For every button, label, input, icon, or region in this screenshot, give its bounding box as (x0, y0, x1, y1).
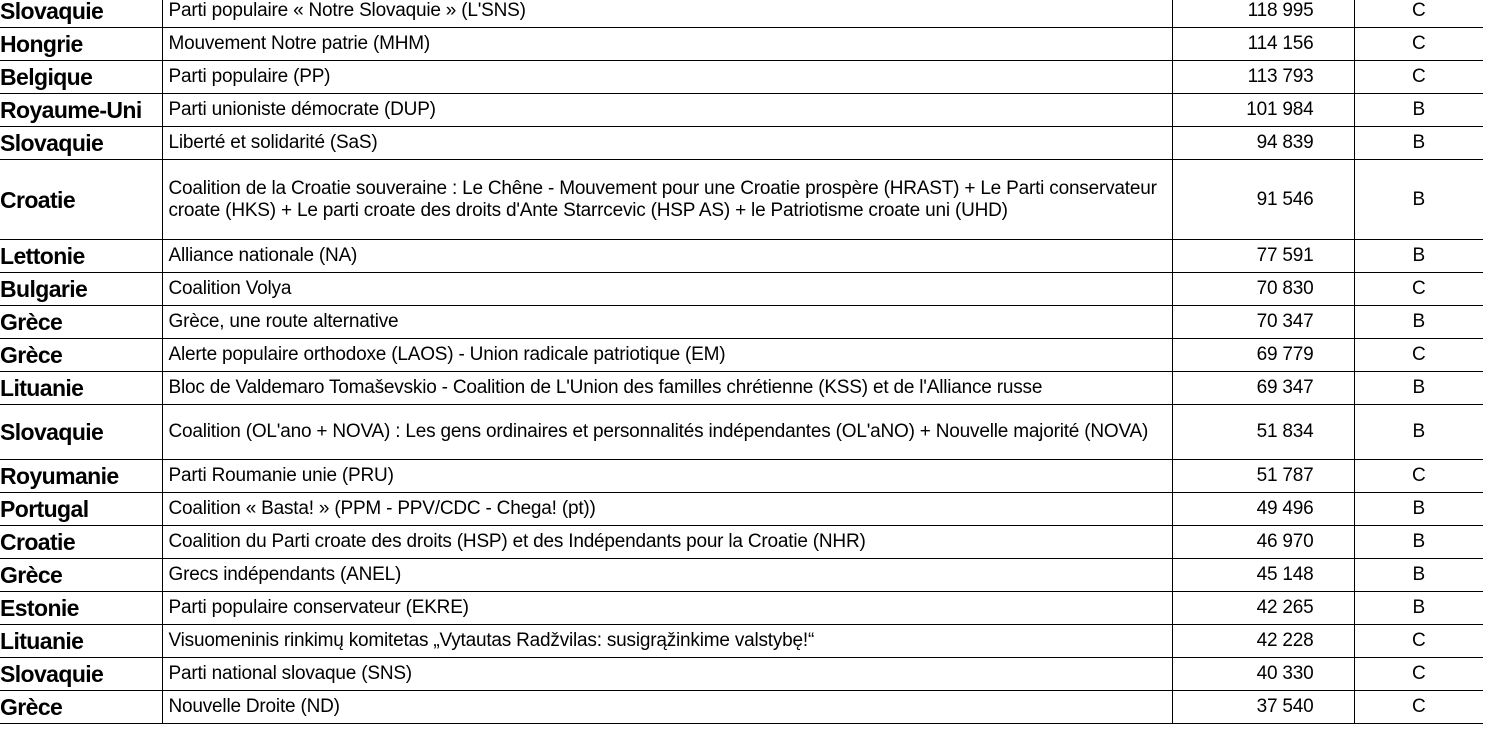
country-cell: Belgique (0, 61, 162, 94)
category-cell: C (1354, 691, 1483, 724)
party-cell: Alerte populaire orthodoxe (LAOS) - Union radicale patriotique (EM) (162, 339, 1172, 372)
table-row (0, 127, 1483, 160)
party-cell: Alliance nationale (NA) (162, 240, 1172, 273)
table-row (0, 240, 1483, 273)
country-cell: Royaume-Uni (0, 94, 162, 127)
country-cell: Bulgarie (0, 273, 162, 306)
country-cell: Lituanie (0, 372, 162, 405)
country-cell: Slovaquie (0, 127, 162, 160)
country-cell: Grèce (0, 339, 162, 372)
country-cell: Lituanie (0, 625, 162, 658)
country-cell: Portugal (0, 493, 162, 526)
table-row (0, 94, 1483, 127)
party-cell: Mouvement Notre patrie (MHM) (162, 28, 1172, 61)
votes-cell: 77 591 (1172, 240, 1354, 273)
votes-cell: 51 834 (1172, 405, 1354, 460)
category-cell: C (1354, 460, 1483, 493)
party-cell: Parti unioniste démocrate (DUP) (162, 94, 1172, 127)
category-cell: C (1354, 28, 1483, 61)
party-cell: Parti national slovaque (SNS) (162, 658, 1172, 691)
votes-cell: 37 540 (1172, 691, 1354, 724)
category-cell: B (1354, 94, 1483, 127)
votes-cell: 113 793 (1172, 61, 1354, 94)
table-row (0, 625, 1483, 658)
votes-cell: 49 496 (1172, 493, 1354, 526)
votes-cell: 45 148 (1172, 559, 1354, 592)
party-cell: Parti populaire conservateur (EKRE) (162, 592, 1172, 625)
country-cell: Hongrie (0, 28, 162, 61)
votes-cell: 42 228 (1172, 625, 1354, 658)
category-cell: C (1354, 273, 1483, 306)
table-row (0, 273, 1483, 306)
category-cell: B (1354, 127, 1483, 160)
table-row (0, 61, 1483, 94)
table-row (0, 28, 1483, 61)
votes-cell: 46 970 (1172, 526, 1354, 559)
category-cell: B (1354, 160, 1483, 240)
party-cell: Parti Roumanie unie (PRU) (162, 460, 1172, 493)
table-row (0, 460, 1483, 493)
table-row (0, 658, 1483, 691)
table-row (0, 559, 1483, 592)
table-row (0, 493, 1483, 526)
votes-cell: 94 839 (1172, 127, 1354, 160)
table-row (0, 339, 1483, 372)
category-cell: C (1354, 658, 1483, 691)
votes-cell: 70 347 (1172, 306, 1354, 339)
category-cell: B (1354, 372, 1483, 405)
table-row (0, 405, 1483, 460)
country-cell: Estonie (0, 592, 162, 625)
votes-cell: 114 156 (1172, 28, 1354, 61)
votes-cell: 69 347 (1172, 372, 1354, 405)
party-cell: Parti populaire « Notre Slovaquie » (L'SNS) (162, 0, 1172, 28)
category-cell: B (1354, 405, 1483, 460)
party-cell: Bloc de Valdemaro Tomaševskio - Coalition de L'Union des familles chrétienne (KSS) et de l'Alliance russe (162, 372, 1172, 405)
category-cell: C (1354, 0, 1483, 28)
country-cell: Slovaquie (0, 0, 162, 28)
country-cell: Croatie (0, 526, 162, 559)
category-cell: C (1354, 625, 1483, 658)
party-cell: Coalition du Parti croate des droits (HSP) et des Indépendants pour la Croatie (NHR) (162, 526, 1172, 559)
party-cell: Coalition (OL'ano + NOVA) : Les gens ordinaires et personnalités indépendantes (OL'aNO) + Nouvelle majorité (NOVA) (162, 405, 1172, 460)
category-cell: B (1354, 592, 1483, 625)
party-cell: Liberté et solidarité (SaS) (162, 127, 1172, 160)
table-row (0, 592, 1483, 625)
country-cell: Slovaquie (0, 405, 162, 460)
votes-cell: 51 787 (1172, 460, 1354, 493)
votes-cell: 70 830 (1172, 273, 1354, 306)
party-cell: Grèce, une route alternative (162, 306, 1172, 339)
party-cell: Grecs indépendants (ANEL) (162, 559, 1172, 592)
party-cell: Coalition de la Croatie souveraine : Le Chêne - Mouvement pour une Croatie prospère (HRAST) + Le Parti conservateur croate (HKS) + Le parti croate des droits d'Ante Starrcevic (HSP AS) + le Patriotisme croate uni (UHD) (162, 160, 1172, 240)
table-row (0, 160, 1483, 240)
table-row (0, 0, 1483, 28)
category-cell: C (1354, 339, 1483, 372)
country-cell: Croatie (0, 160, 162, 240)
votes-cell: 101 984 (1172, 94, 1354, 127)
country-cell: Lettonie (0, 240, 162, 273)
table-row (0, 372, 1483, 405)
party-cell: Coalition Volya (162, 273, 1172, 306)
votes-cell: 69 779 (1172, 339, 1354, 372)
party-cell: Coalition « Basta! » (PPM - PPV/CDC - Chega! (pt)) (162, 493, 1172, 526)
table-row (0, 526, 1483, 559)
category-cell: B (1354, 240, 1483, 273)
votes-cell: 118 995 (1172, 0, 1354, 28)
category-cell: B (1354, 306, 1483, 339)
country-cell: Grèce (0, 559, 162, 592)
category-cell: B (1354, 526, 1483, 559)
category-cell: B (1354, 559, 1483, 592)
country-cell: Royumanie (0, 460, 162, 493)
country-cell: Slovaquie (0, 658, 162, 691)
country-cell: Grèce (0, 691, 162, 724)
votes-cell: 40 330 (1172, 658, 1354, 691)
table-row (0, 306, 1483, 339)
party-cell: Visuomeninis rinkimų komitetas „Vytautas Radžvilas: susigrąžinkime valstybę!“ (162, 625, 1172, 658)
votes-cell: 42 265 (1172, 592, 1354, 625)
category-cell: C (1354, 61, 1483, 94)
table-row (0, 691, 1483, 724)
votes-cell: 91 546 (1172, 160, 1354, 240)
party-cell: Nouvelle Droite (ND) (162, 691, 1172, 724)
category-cell: B (1354, 493, 1483, 526)
country-cell: Grèce (0, 306, 162, 339)
party-cell: Parti populaire (PP) (162, 61, 1172, 94)
